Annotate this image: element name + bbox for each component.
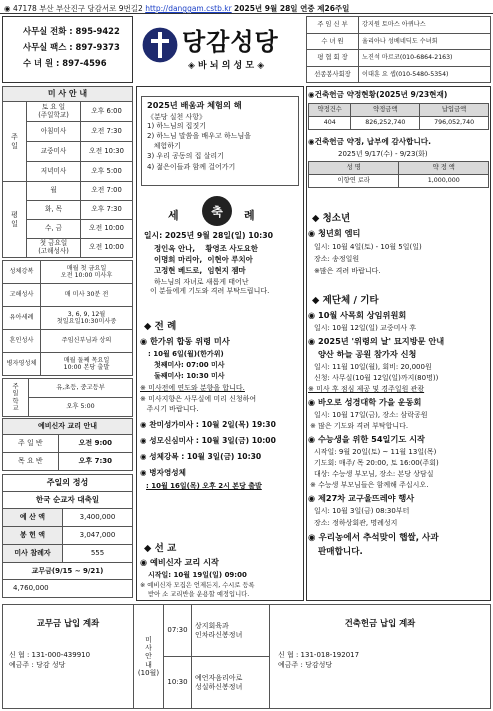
groups-item: ◉ 바오로 성경대학 가을 운동회 <box>308 397 422 408</box>
staff-role: 평 협 회 장 <box>307 50 359 67</box>
baptism-candidates: 이명희 마리아, 이현아 루치아 <box>154 255 253 265</box>
mass-day: 아침미사 <box>27 122 81 142</box>
mass-time: 오전 10:00 <box>81 220 133 239</box>
staff-role: 주 임 신 부 <box>307 17 359 34</box>
mass-group-label: 주 일 <box>3 102 27 182</box>
offering-value: 3,047,000 <box>63 527 133 545</box>
groups-line: 일시: 10월 3일(금) 08:30부터 <box>314 507 410 516</box>
staff-role: 선종봉사회장 <box>307 66 359 83</box>
groups-line: 기도회: 매주/ 목 20:00, 토 16:00(주회) <box>314 459 439 468</box>
construction-value: 796,052,740 <box>420 117 489 130</box>
construction-header: 납입금액 <box>420 104 489 117</box>
construction-thanks: ◉건축헌금 약정, 납부에 감사합니다. <box>308 137 432 146</box>
staff-row <box>307 50 491 67</box>
youth-line: 장소: 송정일원 <box>314 255 360 264</box>
groups-item: ◉ 우리농에서 추석맞이 햅쌀, 사과 <box>308 532 439 543</box>
dues-account-number: 신 협 : 131-000-439910 <box>9 650 91 659</box>
groups-item: ◉ 2025년 '위령의 날' 묘지방문 안내 <box>308 336 445 347</box>
offering-label: 미사 참례자 <box>3 545 63 563</box>
groups-section <box>308 292 489 557</box>
diamond-icon: ◆ <box>312 295 320 306</box>
groups-line: 시작일: 9월 20일(토) ~ 11월 13일(목) <box>314 448 437 457</box>
intention-desc: 예언자음리아로 성실하신봉정녀 <box>192 657 270 709</box>
groups-line: 일시: 10월 17일(금), 장소: 삼락공원 <box>314 411 428 420</box>
parish-patron: ◈ 바 뇌 의 성 모 ◈ <box>188 61 265 71</box>
offering-label: 예 산 액 <box>3 509 63 527</box>
baptism-candidates: 고정현 베드로, 임현지 젬마 <box>154 266 246 276</box>
staff-name: 노진석 마르코(010-6864-2163) <box>359 50 491 67</box>
mission-line: 시작일: 10월 19일(일) 09:00 <box>148 571 247 579</box>
building-account-number: 신 협 : 131-018-192017 <box>278 650 360 659</box>
header-bar <box>0 0 493 14</box>
youth-line: 일시: 10월 4일(토) - 10월 5일(일) <box>314 243 422 251</box>
mass-time: 오후 5:00 <box>81 162 133 182</box>
sacrament-value: 매월 첫 금요일 오전 10:00 미사후 <box>41 261 133 284</box>
baptism-title-emblem: 축 <box>202 196 232 226</box>
offering-report <box>2 474 133 598</box>
diamond-icon: ◆ <box>144 321 152 332</box>
sacrament-row <box>3 307 133 330</box>
year-theme-item: 3) 우리 공동의 집 살리기 <box>147 152 224 161</box>
construction-header: 약정건수 <box>309 104 351 117</box>
convent-phone: 수 녀 원 : 897-4596 <box>23 58 107 68</box>
year-theme-item: 1) 하느님의 집짓기 <box>147 122 206 131</box>
staff-row <box>307 66 491 83</box>
office-phone: 사무실 전화 : 895-9422 <box>23 26 120 36</box>
parish-url[interactable]: http://danggam.cstb.kr <box>145 4 232 13</box>
mission-title: 선 교 <box>154 543 177 554</box>
catechumen-schedule <box>2 418 133 471</box>
youth-title: 청소년 <box>322 213 351 224</box>
liturgy-note: 주시기 바랍니다. <box>140 405 199 414</box>
mass-day: 교중미사 <box>27 142 81 162</box>
baptism-msg: 하느님의 자녀로 새롭게 태어난 <box>154 278 249 287</box>
donor-header: 성 명 <box>309 162 399 175</box>
offering-label: 봉 헌 액 <box>3 527 63 545</box>
church-emblem-icon <box>140 22 180 68</box>
office-fax: 사무실 팩스 : 897-9373 <box>23 42 120 52</box>
youth-note: ※많은 격려 바랍니다. <box>314 267 381 276</box>
liturgy-item: ◉ 찬미성가미사 : 10월 2일(목) 19:30 <box>140 420 276 430</box>
donor-value: 1,000,000 <box>399 175 489 188</box>
mass-row <box>3 182 133 201</box>
bulletin-date: 2025년 9월 28일 연중 제26주일 <box>234 4 350 13</box>
sacrament-value: 3, 6, 9, 12월 첫일요일10:30미사중 <box>41 307 133 330</box>
sacrament-label: 유아세례 <box>3 307 41 330</box>
baptism-title-post: 례 <box>244 209 255 222</box>
year-theme-item: 4) 젊은이들과 함께 걸어가기 <box>147 162 236 171</box>
catechumen-title: 예비신자 교리 안내 <box>3 419 133 435</box>
groups-item: 양산 하늘 공원 참가자 신청 <box>318 349 417 360</box>
sacrament-row <box>3 353 133 376</box>
construction-header: 약정금액 <box>351 104 420 117</box>
offering-value: 3,400,000 <box>63 509 133 527</box>
sunday-school-time: 오후 5:00 <box>29 398 133 417</box>
groups-note: ※ 수능생 부모님들은 함께해 주십시오. <box>310 481 429 490</box>
liturgy-item: ◉ 병자영성체 <box>140 468 186 478</box>
offering-feast: 한국 순교자 대축일 <box>3 492 133 509</box>
mission-item: ◉ 예비신자 교리 시작 <box>140 557 219 567</box>
mass-time: 오전 10:30 <box>81 142 133 162</box>
sunday-school-label: 주 일 학 교 <box>3 379 29 417</box>
offering-value: 555 <box>63 545 133 563</box>
mass-day: 월 <box>27 182 81 201</box>
construction-value: 404 <box>309 117 351 130</box>
construction-period: 2025년 9/17(수) - 9/23(화) <box>338 150 428 158</box>
weekly-dues-value: 4,760,000 <box>3 580 133 598</box>
mass-day: 수, 금 <box>27 220 81 239</box>
groups-title: 제단체 / 기타 <box>322 295 379 306</box>
year-theme-item: 2) 하느님 말씀을 배우고 하느님을 체험하기 <box>147 132 251 150</box>
groups-item: ◉ 수능생을 위한 54일기도 시작 <box>308 434 425 445</box>
weekly-dues-label: 교무금(9/15 ~ 9/21) <box>3 563 133 580</box>
construction-fund <box>308 89 489 188</box>
sunday-school <box>2 378 133 417</box>
groups-line: 일시: 11월 10일(월), 회비: 20,000원 <box>314 363 432 372</box>
mass-schedule <box>2 86 133 258</box>
staff-table <box>306 16 491 83</box>
sacrament-row <box>3 261 133 284</box>
intention-time: 10:30 <box>164 657 192 709</box>
liturgy-line: 둘째미사: 10:30 미사 <box>154 372 225 381</box>
postal-icon: ◉ <box>4 4 11 13</box>
baptism-msg: 이 분들에게 기도와 격려 부탁드립니다. <box>150 287 270 296</box>
sacrament-row <box>3 330 133 353</box>
liturgy-line: 첫째미사: 07:00 미사 <box>154 361 225 370</box>
offering-title: 주일의 정성 <box>3 475 133 492</box>
groups-note: ※ 미사 후 점심 제공 및 경주일원 관광 <box>308 385 425 394</box>
dues-account-title: 교무금 납입 계좌 <box>36 618 100 628</box>
staff-row <box>307 33 491 50</box>
sacrament-label: 병자영성체 <box>3 353 41 376</box>
catechumen-day: 주 일 반 <box>3 435 59 453</box>
mass-day: 토 요 일 (주일학교) <box>27 102 81 122</box>
year-theme-title: 2025년 배움과 체험의 해 <box>147 100 242 110</box>
groups-item: ◉ 10월 사목회 상임위원회 <box>308 310 407 320</box>
mission-note: ※ 예비신자 모집은 언제든지, 수시로 등록 <box>140 582 255 590</box>
sacraments-table <box>2 260 133 376</box>
year-theme-sub: 《분당 실천 사항》 <box>147 113 207 121</box>
liturgy-note: ※ 미사전에 연도와 분향을 합니다. <box>140 384 245 393</box>
office-contacts <box>2 16 133 83</box>
intention-label: 미 사 안 내 (10월) <box>134 605 164 709</box>
sunday-school-grades: 유,초등, 중고등부 <box>29 379 133 398</box>
baptism-candidates: 정인옥 안나, 황영조 사도요한 <box>154 244 258 253</box>
intention-desc: 상지회육과 인차라신봉정녀 <box>192 605 270 657</box>
staff-row <box>307 17 491 34</box>
groups-note: ※ 많은 기도와 격려 부탁합니다. <box>310 422 409 431</box>
baptism-date: 일시: 2025년 9월 28일(일) 10:30 <box>144 231 274 240</box>
liturgy-line: : 10월 6일(월)(한가위) <box>148 350 224 358</box>
liturgy-note: ※ 미사지향은 사무실에 미리 신청하여 <box>140 395 257 404</box>
sacrament-label: 혼인성사 <box>3 330 41 353</box>
postal-code: 47178 <box>12 4 37 13</box>
baptism-section <box>140 194 304 314</box>
sacrament-value: 주임신부님과 상의 <box>41 330 133 353</box>
liturgy-title: 전 례 <box>154 321 177 332</box>
mission-section <box>140 540 304 599</box>
liturgy-item: ◉ 성체강복 : 10월 3일(금) 10:30 <box>140 452 262 462</box>
mass-day: 첫 금요일 (고해성사) <box>27 239 81 258</box>
sacrament-value: 매월 둘째 목요일 10:00 본당 출발 <box>41 353 133 376</box>
baptism-title-pre: 세 <box>168 209 179 222</box>
sacrament-label: 성체강복 <box>3 261 41 284</box>
liturgy-section <box>140 318 304 490</box>
building-account-title: 건축헌금 납입 계좌 <box>344 618 416 628</box>
staff-name: 율리아나 성베네딕도 수녀회 <box>359 33 491 50</box>
construction-title: ◉건축헌금 약정현황(2025년 9/23현재) <box>308 90 448 99</box>
staff-name: 이대훈 요 셉(010-5480-5354) <box>359 66 491 83</box>
sacrament-value: 매 미사 30분 전 <box>41 284 133 307</box>
diamond-icon: ◆ <box>144 543 152 554</box>
intention-time: 07:30 <box>164 605 192 657</box>
parish-name: 당감성당 <box>182 28 279 56</box>
address: 부산 부산진구 당감서로 9번길2 <box>39 4 143 13</box>
mass-time: 오전 7:00 <box>81 182 133 201</box>
mass-group-label: 평 일 <box>3 182 27 258</box>
mass-time: 오후 7:30 <box>81 201 133 220</box>
youth-section <box>308 210 489 275</box>
mass-day: 저녁미사 <box>27 162 81 182</box>
construction-value: 826,252,740 <box>351 117 420 130</box>
dues-account-owner: 예금주 : 당감 성당 <box>9 660 66 669</box>
catechumen-time: 오전 9:00 <box>58 435 132 453</box>
donor-header: 약 정 액 <box>399 162 489 175</box>
staff-name: 강지원 토마스 아퀴나스 <box>359 17 491 34</box>
diamond-icon: ◆ <box>312 213 320 224</box>
year-theme <box>141 96 299 186</box>
mission-note: 받아 소 교리반을 운용할 예정입니다. <box>148 591 250 599</box>
mass-schedule-title: 미 사 안 내 <box>3 87 133 102</box>
mass-day: 화, 목 <box>27 201 81 220</box>
groups-line: 일시: 10월 12일(일) 교중미사 후 <box>314 324 417 332</box>
building-account-owner: 예금주 : 당감성당 <box>278 660 333 669</box>
mass-row <box>3 102 133 122</box>
catechumen-time: 오후 7:30 <box>58 453 132 471</box>
sacrament-row <box>3 284 133 307</box>
groups-item: ◉ 제27차 교구울뜨레야 행사 <box>308 493 415 504</box>
mass-time: 오후 6:00 <box>81 102 133 122</box>
youth-item: ◉ 청년회 엠티 <box>308 228 361 238</box>
groups-line: 장소: 정하상회관, 명례성지 <box>314 518 398 527</box>
liturgy-line: : 10월 16일(목) 오후 2시 본당 출발 <box>146 482 262 491</box>
groups-line: 대상: 수능생 부모님, 장소: 본당 상담실 <box>314 470 434 479</box>
staff-role: 수 녀 원 <box>307 33 359 50</box>
liturgy-item: ◉ 한가위 합동 위령 미사 <box>140 336 230 346</box>
liturgy-item: ◉ 성모신심미사 : 10월 3일(금) 10:00 <box>140 436 276 446</box>
parish-logo <box>136 16 306 83</box>
sacrament-label: 고해성사 <box>3 284 41 307</box>
mass-time: 오전 7:30 <box>81 122 133 142</box>
footer <box>2 604 491 709</box>
groups-line: 신청: 사무실(10월 12일(일)까지(80명)) <box>314 374 439 383</box>
groups-item: 판매합니다. <box>318 546 363 557</box>
mass-time: 오전 10:00 <box>81 239 133 258</box>
donor-value: 이향연 로라 <box>309 175 399 188</box>
catechumen-day: 목 요 반 <box>3 453 59 471</box>
